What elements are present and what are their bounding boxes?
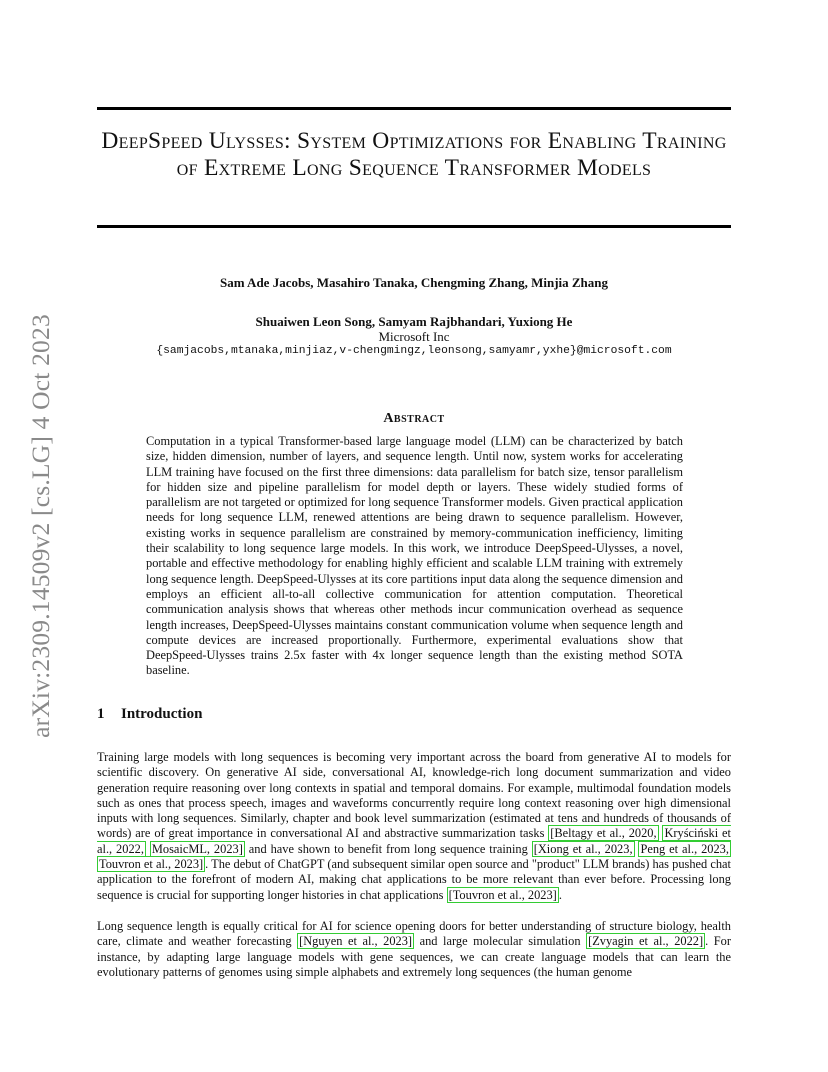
- section-number: 1: [97, 706, 105, 722]
- intro-paragraph-1: [97, 750, 731, 903]
- paragraph-text: . For instance, by adapting large language models with gene sequences, we can create language models that can learn the evolutionary patterns of genomes using simple alphabets and extremely long sequences (the human genome: [97, 934, 731, 979]
- citation-link[interactable]: [Beltagy et al., 2020,: [550, 826, 657, 841]
- citation-link[interactable]: [Xiong et al., 2023,: [533, 841, 633, 856]
- paragraph-text: Long sequence length is equally critical for AI for science opening doors for better understanding of structure biology, health care, climate and weather forecasting: [97, 919, 731, 949]
- citation-link[interactable]: Peng et al., 2023,: [640, 841, 729, 856]
- authors-line-2: Shuaiwen Leon Song, Samyam Rajbhandari, Yuxiong He: [255, 314, 573, 329]
- citation-link[interactable]: [Touvron et al., 2023]: [448, 887, 557, 902]
- authors-line-1: Sam Ade Jacobs, Masahiro Tanaka, Chengming Zhang, Minjia Zhang: [219, 275, 609, 290]
- citation-link[interactable]: [Nguyen et al., 2023]: [299, 934, 413, 949]
- paragraph-text: . The debut of ChatGPT (and subsequent similar open source and "product" LLM brands) has pushed chat application to the forefront of modern AI, making chat applications to be more relevant than ever before. Processing long sequence is crucial for supporting longer histories in chat applications: [97, 857, 731, 902]
- citation-link[interactable]: Kryściński et al., 2022,: [97, 826, 731, 856]
- paragraph-text: .: [558, 887, 562, 902]
- arxiv-identifier-text: arXiv:2309.14509v2 [cs.LG] 4 Oct 2023: [26, 314, 55, 738]
- affiliation: Microsoft Inc: [378, 329, 450, 344]
- citation-link[interactable]: MosaicML, 2023]: [151, 841, 243, 856]
- arxiv-identifier: [20, 296, 62, 756]
- paper-title: DeepSpeed Ulysses: System Optimizations for Enabling Training of Extreme Long Sequence Transformer Models: [101, 128, 727, 181]
- intro-paragraph-2: [97, 919, 731, 980]
- paragraph-text: Training large models with long sequences is becoming very important across the board from generative AI to models for scientific discovery. On generative AI side, conversational AI, knowledge-rich long document summarization and video generation require reasoning over long contexts in spatial and temporal domains. For example, multimodal foundation models such as ones that process speech, images and waveforms concurrently require long context reasoning over high dimensional inputs with long sequences. Similarly, chapter and book level summarization (estimated at tens and hundreds of thousands of words) are of great importance in conversational AI and abstractive summarization tasks: [97, 750, 731, 841]
- title-rule-bottom: [97, 225, 731, 228]
- section-title: Introduction: [121, 706, 203, 722]
- title-rule-top: [97, 107, 731, 110]
- author-emails: {samjacobs,mtanaka,minjiaz,v-chengmingz,leonsong,samyamr,yxhe}@microsoft.com: [156, 345, 672, 357]
- paragraph-text: and have shown to benefit from long sequence training: [244, 841, 532, 856]
- citation-link[interactable]: [Zvyagin et al., 2022]: [588, 934, 704, 949]
- paragraph-text: and large molecular simulation: [414, 934, 587, 949]
- section-heading-introduction: [97, 706, 202, 723]
- abstract-heading: Abstract: [383, 411, 445, 426]
- abstract-body: Computation in a typical Transformer-based large language model (LLM) can be characterized by batch size, hidden dimension, number of layers, and sequence length. Until now, system works for accelerating LLM training have focused on the first three dimensions: data parallelism for batch size, tensor parallelism for hidden size and pipeline parallelism for model depth or layers. These widely studied forms of parallelism are not targeted or optimized for long sequence Transformer models. Given practical application needs for long sequence LLM, renewed attentions are being drawn to sequence parallelism. However, existing works in sequence parallelism are constrained by memory-communication inefficiency, limiting their scalability to long sequence large models. In this work, we introduce DeepSpeed-Ulysses, a novel, portable and effective methodology for enabling highly efficient and scalable LLM training with extremely long sequence length. DeepSpeed-Ulysses at its core partitions input data along the sequence dimension and employs an efficient all-to-all collective communication for attention computation. Theoretical communication analysis shows that whereas other methods incur communication overhead as sequence length increases, DeepSpeed-Ulysses maintains constant communication volume when sequence length and compute devices are increased proportionally. Furthermore, experimental evaluations show that DeepSpeed-Ulysses trains 2.5x faster with 4x longer sequence length than the existing method SOTA baseline.: [146, 434, 683, 678]
- citation-link[interactable]: Touvron et al., 2023]: [99, 857, 204, 872]
